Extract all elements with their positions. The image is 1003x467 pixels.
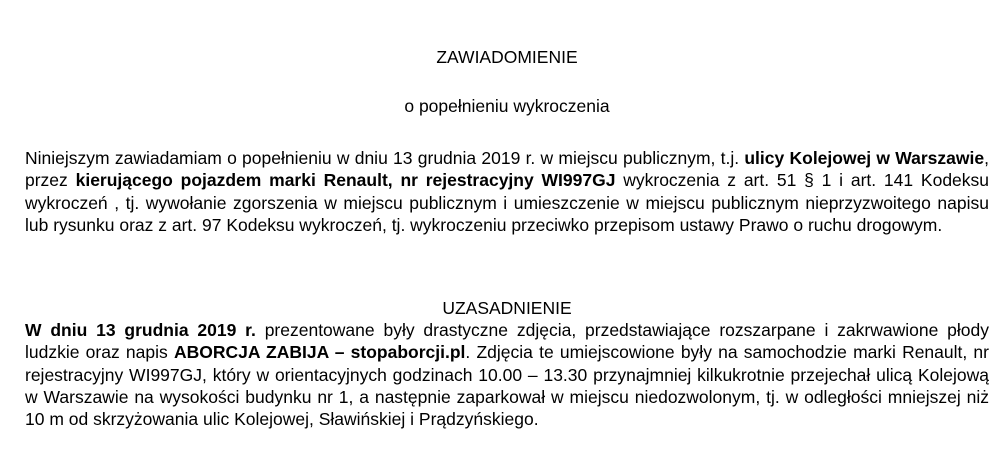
reason-text-1: prezentowane były drastyczne zdjęcia, przedstawiające rozszarpane i zakrwawione płody ludzkie oraz napis [25, 320, 989, 363]
reason-date: W dniu 13 grudnia 2019 r. [25, 320, 256, 340]
notice-text-1: Niniejszym zawiadamiam o popełnieniu w dniu 13 grudnia 2019 r. w miejscu publicznym, t.j. [25, 148, 745, 168]
notice-location: ulicy Kolejowej w Warszawie [744, 148, 985, 168]
document-subtitle: o popełnieniu wykroczenia [404, 96, 610, 116]
notice-paragraph [25, 147, 989, 236]
reason-text-2: . Zdjęcia te umiejscowione były na samochodzie marki Renault, nr rejestracyjny WI997GJ, który w orientacyjnych godzinach 10.00 – 13.30 przynajmniej kilkukrotnie przejechał ulicą Kolejową w Warszawie na wysokości budynku nr 1, a następnie zaparkował w miejscu niedozwolonym, tj. w odległości mniejszej niż 10 m od skrzyżowania ulic Kolejowej, Sławińskiej i Prądzyńskiego. [25, 342, 989, 430]
reason-slogan: ABORCJA ZABIJA – stopaborcji.pl [173, 342, 466, 363]
reason-heading: UZASADNIENIE [442, 298, 572, 318]
document-title: ZAWIADOMIENIE [436, 47, 578, 67]
reason-paragraph [25, 319, 989, 430]
notice-text-3: wykroczenia z art. 51 § 1 i art. 141 Kodeksu wykroczeń , tj. wywołanie zgorszenia w miejscu publicznym i umieszczenie w miejscu publicznym nieprzyzwoitego napisu lub rysunku oraz z art. 97 Kodeksu wykroczeń, tj. wykroczeniu przeciwko przepisom ustawy Prawo o ruchu drogowym. [25, 170, 990, 235]
notice-vehicle: kierującego pojazdem marki Renault, nr rejestracyjny WI997GJ [75, 170, 616, 191]
notice-text-2: , przez [25, 148, 989, 191]
